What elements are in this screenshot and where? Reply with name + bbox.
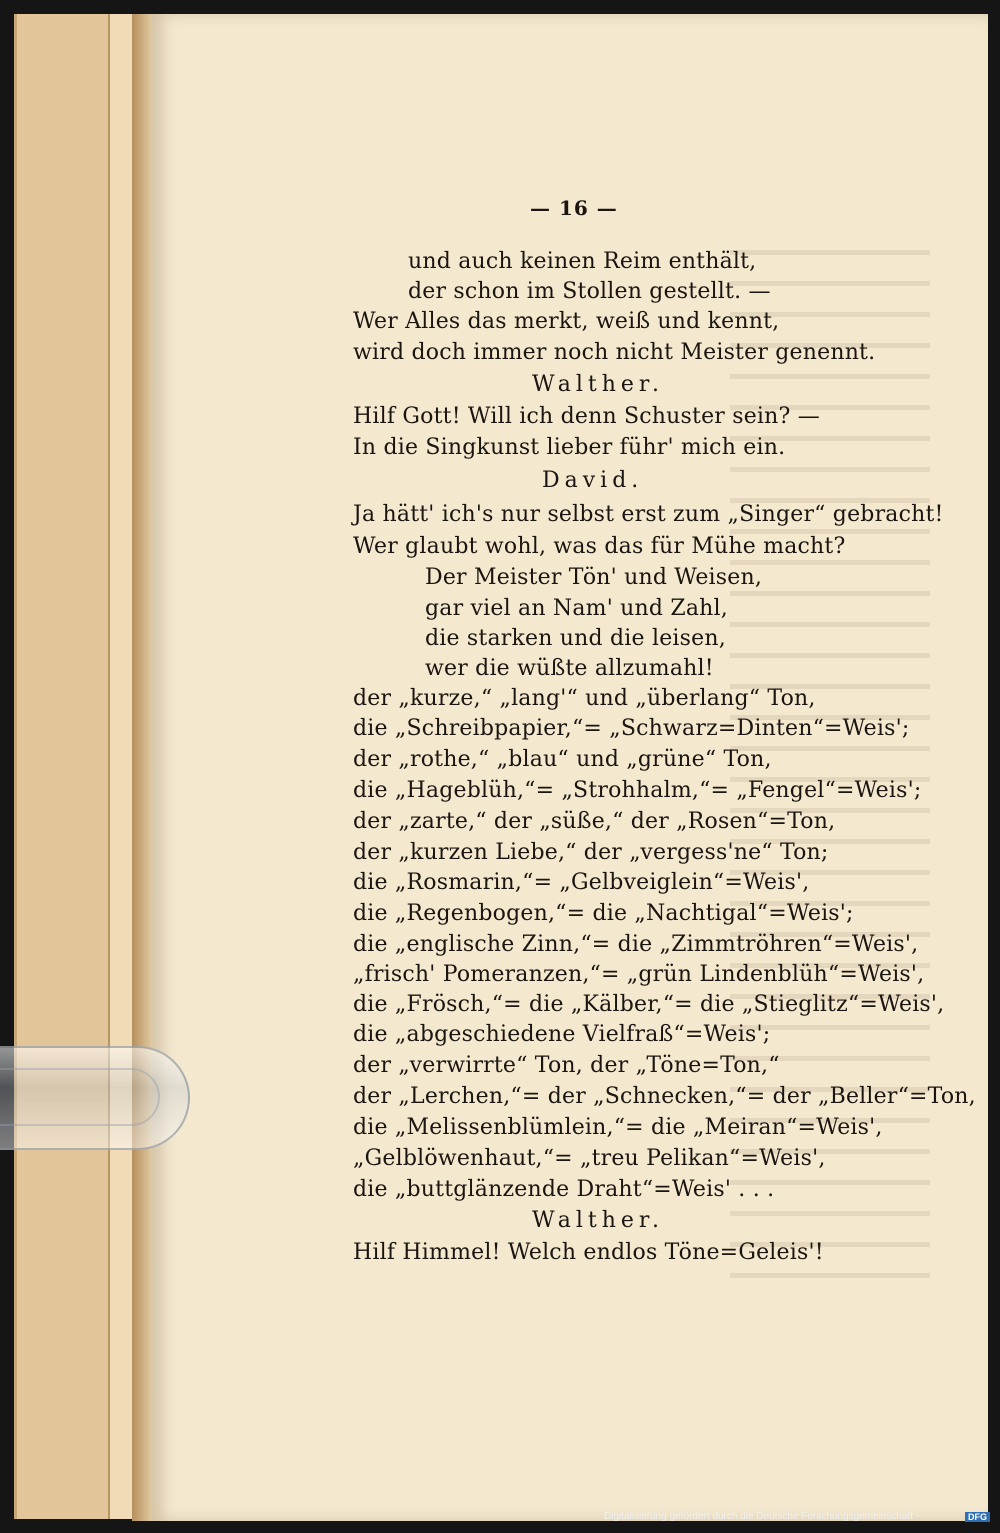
verse-line: die „Hageblüh,“= „Strohhalm,“= „Fengel“=Weis'; xyxy=(353,778,922,803)
verse-line: der „Lerchen,“= der „Schnecken,“= der „Beller“=Ton, xyxy=(353,1084,976,1109)
verse-line: der „kurze,“ „lang'“ und „überlang“ Ton, xyxy=(353,686,816,711)
verse-line: die „Schreibpapier,“= „Schwarz=Dinten“=Weis'; xyxy=(353,716,910,741)
verse-line: „frisch' Pomeranzen,“= „grün Lindenblüh“=Weis', xyxy=(353,962,925,987)
speaker-name: Walther. xyxy=(532,372,664,397)
verse-line: die „buttglänzende Draht“=Weis' . . . xyxy=(353,1177,775,1202)
speaker-name: Walther. xyxy=(532,1208,664,1233)
dfg-logo: DFG xyxy=(965,1512,990,1522)
verse-line: „Gelblöwenhaut,“= „treu Pelikan“=Weis', xyxy=(353,1146,826,1171)
speaker-name: David. xyxy=(542,468,644,493)
verse-line: Wer glaubt wohl, was das für Mühe macht? xyxy=(353,534,846,559)
verse-line: der schon im Stollen gestellt. — xyxy=(408,279,771,304)
verse-line: Ja hätt' ich's nur selbst erst zum „Singer“ gebracht! xyxy=(353,502,944,527)
verse-line: In die Singkunst lieber führ' mich ein. xyxy=(353,435,786,460)
verse-line: die „abgeschiedene Vielfraß“=Weis'; xyxy=(353,1022,771,1047)
verse-line: Hilf Himmel! Welch endlos Töne=Geleis'! xyxy=(353,1240,824,1265)
verse-line: die „Regenbogen,“= die „Nachtigal“=Weis'; xyxy=(353,901,854,926)
verse-line: der „verwirrte“ Ton, der „Töne=Ton,“ xyxy=(353,1053,780,1078)
verse-line: wird doch immer noch nicht Meister genennt. xyxy=(353,340,876,365)
verse-line: die „Rosmarin,“= „Gelbveiglein“=Weis', xyxy=(353,870,810,895)
verse-line: wer die wüßte allzumahl! xyxy=(425,656,714,681)
verse-line: und auch keinen Reim enthält, xyxy=(408,249,757,274)
verse-line: gar viel an Nam' und Zahl, xyxy=(425,596,728,621)
verse-line: Wer Alles das merkt, weiß und kennt, xyxy=(353,309,780,334)
verse-line: die „Melissenblümlein,“= die „Meiran“=Weis', xyxy=(353,1115,883,1140)
verse-line: der „kurzen Liebe,“ der „vergess'ne“ Ton; xyxy=(353,840,829,865)
verse-line: Der Meister Tön' und Weisen, xyxy=(425,565,763,590)
verse-line: Hilf Gott! Will ich denn Schuster sein? — xyxy=(353,404,820,429)
verse-line: die starken und die leisen, xyxy=(425,626,726,651)
verse-line: die „englische Zinn,“= die „Zimmtröhren“=Weis', xyxy=(353,932,919,957)
verse-line: die „Frösch,“= die „Kälber,“= die „Stieglitz“=Weis', xyxy=(353,992,945,1017)
verse-line: der „zarte,“ der „süße,“ der „Rosen“=Ton, xyxy=(353,809,836,834)
verse-line: der „rothe,“ „blau“ und „grüne“ Ton, xyxy=(353,747,772,772)
page-number: — 16 — xyxy=(530,196,618,220)
digitization-credit: Digitalisierung gefördert durch die Deutsche Forschungsgemeinschaft - xyxy=(604,1511,920,1522)
